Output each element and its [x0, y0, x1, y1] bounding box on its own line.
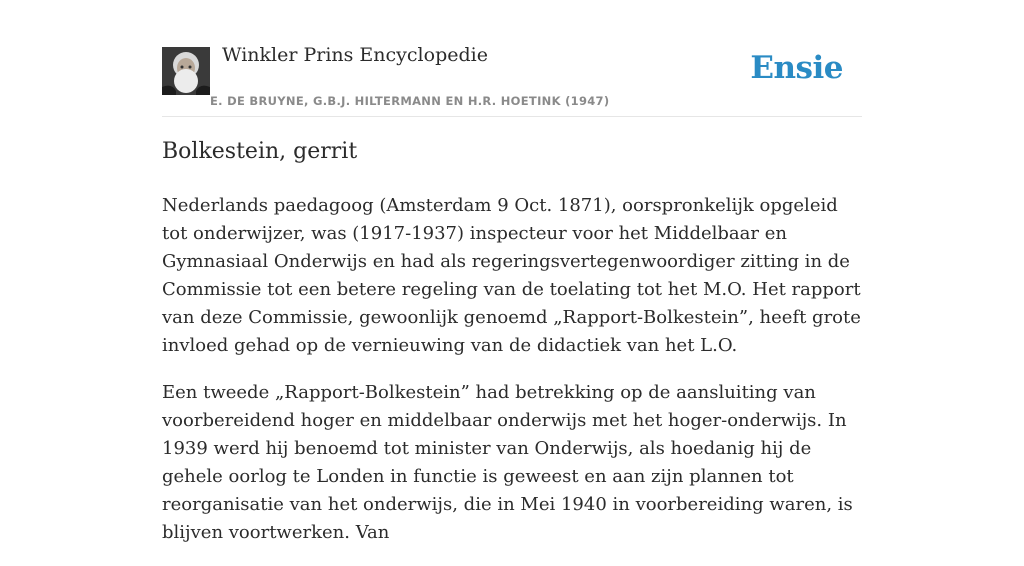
article-paragraph-1: Nederlands paedagoog (Amsterdam 9 Oct. 1871), oorspronkelijk opgeleid tot onderwijzer, was (1917-1937) inspecteur voor het Middelbaar en Gymnasiaal Onderwijs en had als regeringsvertegenwoordiger zitting in de Commissie tot een betere regeling van de toelating tot het M.O. Het rapport van deze Commissie, gewoonlijk genoemd „Rapport-Bolkestein”, heeft grote invloed gehad op de vernieuwing van de didactiek van het L.O.: [162, 195, 861, 356]
source-header: [162, 0, 862, 117]
brand-logo[interactable]: Ensie: [750, 50, 843, 86]
author-avatar[interactable]: [162, 47, 210, 95]
article-title: Bolkestein, gerrit: [162, 139, 358, 164]
article-body: [162, 192, 862, 566]
article-paragraph-2: Een tweede „Rapport-Bolkestein” had betrekking op de aansluiting van voorbereidend hoger en middelbaar onderwijs met het hoger-onderwijs. In 1939 werd hij benoemd tot minister van Onderwijs, als hoedanig hij de gehele oorlog te Londen in functie is geweest en aan zijn plannen tot reorganisatie van het onderwijs, die in Mei 1940 in voorbereiding waren, is blijven voortwerken. Van: [162, 382, 853, 543]
author-portrait-icon: [162, 47, 210, 95]
source-title[interactable]: Winkler Prins Encyclopedie: [222, 44, 488, 66]
source-authors: E. DE BRUYNE, G.B.J. HILTERMANN EN H.R. HOETINK (1947): [210, 94, 610, 108]
